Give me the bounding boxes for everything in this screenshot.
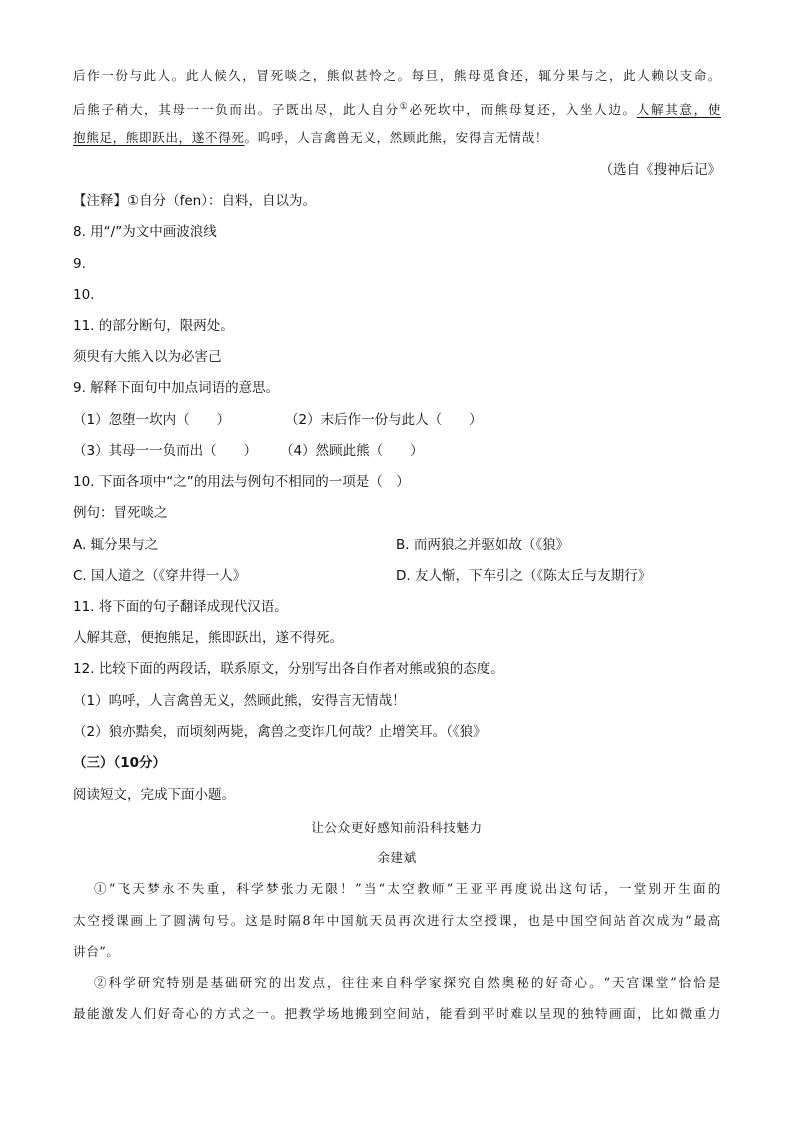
- annotation-note: 【注释】①自分（fen）：自料，自以为。: [73, 193, 316, 209]
- passage-line-1: 后作一份与此人。此人候久，冒死啖之，熊似甚怜之。每旦，熊母觅食还，辄分果与之，此人赖以支命。: [73, 68, 721, 83]
- q10-option-d: D. 友人惭，下车引之（《陈太丘与友期行》: [396, 568, 652, 584]
- q8-line-3: 10.: [73, 287, 95, 303]
- passage-line-3-text: 。呜呼，人言禽兽无义，然顾此熊，安得言无情哉！: [244, 130, 548, 145]
- q8-sentence: 须臾有大熊入以为必害己: [73, 349, 222, 365]
- section-instruction: 阅读短文，完成下面小题。: [73, 787, 235, 803]
- q12-stem: 12. 比较下面的两段话，联系原文，分别写出各自作者对熊或狼的态度。: [73, 661, 504, 677]
- q11-stem: 11. 将下面的句子翻译成现代汉语。: [73, 599, 288, 615]
- q10-option-c: C. 国人道之（《穿井得一人》: [73, 568, 247, 584]
- q9-stem: 9. 解释下面句中加点词语的意思。: [73, 380, 280, 396]
- q10-option-a: A. 辄分果与之: [73, 537, 159, 553]
- q11-sentence: 人解其意，便抱熊足，熊即跃出，遂不得死。: [73, 630, 343, 646]
- q12-sentence-2: （2）狼亦黠矣，而顷刻两毙，禽兽之变诈几何哉？止增笑耳。（《狼》: [73, 724, 487, 740]
- q9-option-4: （4）然顾此熊（ ）: [280, 443, 424, 459]
- q10-row-2: [73, 566, 721, 586]
- article-p2-line-1: ②科学研究特别是基础研究的出发点，往往来自科学家探究自然奥秘的好奇心。“天宫课堂”恰恰是: [94, 975, 721, 990]
- passage-line-2-text: 后熊子稍大，其母一一负而出。子既出尽，此人自分: [73, 102, 400, 118]
- passage-line-2: [73, 97, 721, 120]
- q12-sentence-1: （1）呜呼，人言禽兽无义，然顾此熊，安得言无情哉！: [73, 693, 406, 709]
- q9-row-2: [73, 441, 721, 461]
- article-title: 让公众更好感知前沿科技魅力: [311, 820, 483, 835]
- q10-example: 例句：冒死啖之: [73, 505, 168, 521]
- underlined-sentence-start: 人解其意，使: [636, 102, 721, 118]
- underlined-sentence-end: 抱熊足，熊即跃出，遂不得死: [73, 130, 245, 145]
- passage-source: （选自《搜神后记》: [599, 162, 721, 178]
- article-author: 余建斌: [377, 850, 417, 865]
- article-p1-line-3: 讲台”。: [73, 944, 120, 959]
- q8-line-1: 8. 用“/”为文中画波浪线: [73, 224, 217, 240]
- q10-stem: 10. 下面各项中“之”的用法与例句不相同的一项是（ ）: [73, 474, 410, 490]
- q9-option-2: （2）末后作一份与此人（ ）: [285, 412, 483, 428]
- passage-line-3: [73, 128, 721, 148]
- article-p2-line-2: 最能激发人们好奇心的方式之一。把教学场地搬到空间站，能看到平时难以呈现的独特画面，比如微重力: [73, 1006, 721, 1021]
- passage-line-2-text-b: 必死坎中，而熊母复还，入坐人边。: [409, 102, 637, 118]
- q9-row-1: [73, 410, 721, 430]
- article-p1-line-2: 太空授课画上了圆满句号。这是时隔8年中国航天员再次进行太空授课，也是中国空间站首次成为“最高: [73, 913, 721, 928]
- footnote-marker: ①: [399, 102, 410, 112]
- q9-option-3: （3）其母一一负而出（ ）: [73, 443, 258, 459]
- section-heading: （三）（10分）: [73, 755, 167, 771]
- q8-line-4: 11. 的部分断句，限两处。: [73, 318, 234, 334]
- article-p1-line-1: ①“飞天梦永不失重，科学梦张力无限！”当“太空教师”王亚平再度说出这句话，一堂别开生面的: [94, 881, 721, 896]
- q10-option-b: B. 而两狼之并驱如故（《狼》: [396, 537, 570, 553]
- q8-line-2: 9.: [73, 256, 86, 272]
- q9-option-1: （1）忽堕一坎内（ ）: [73, 412, 231, 428]
- q10-row-1: [73, 535, 721, 555]
